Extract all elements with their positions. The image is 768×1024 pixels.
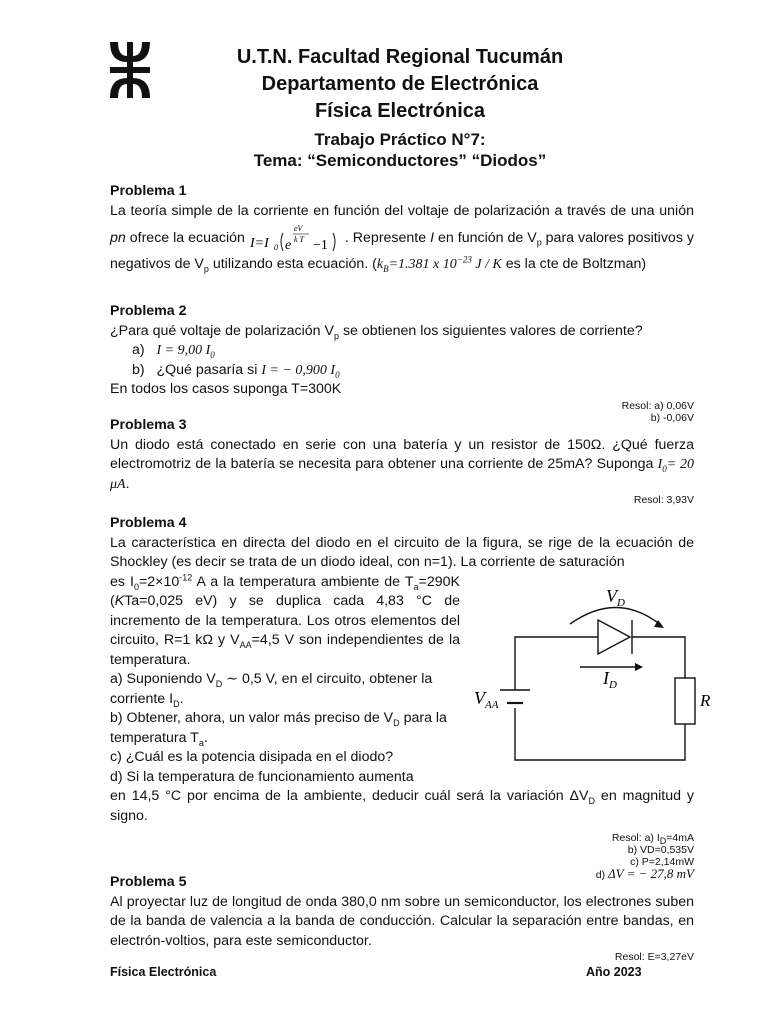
- problem-4-intro: La característica en directa del diodo en el circuito de la figura, se rige de la ecuación de Shockley (es decir se trata de un diodo ideal, con n=1). La corriente de saturación: [110, 534, 694, 570]
- svg-text:eV: eV: [293, 224, 303, 233]
- problem-1-text: La teoría simple de la corriente en función del voltaje de polarización a través de una unión pn ofrece la ecuación I=I 0 e eV k T −1 . Represente I en función de $V_p$ para valores positivos y negativos de $V_p$ utilizando esta ecuación. ($k_B=1.381$ x $10^{-23}$ J / K es la cte de Boltzman): [110, 202, 694, 274]
- label-vaa: $V_{AA}$: [474, 688, 499, 711]
- svg-text:I=I: I=I: [249, 236, 269, 251]
- problem-1-title: Problema 1: [110, 183, 187, 199]
- svg-text:0: 0: [273, 243, 278, 252]
- header-topic: Tema: “Semiconductores” “Diodos”: [253, 151, 547, 170]
- footer-course: Física Electrónica: [110, 965, 217, 979]
- header-course: Física Electrónica: [314, 100, 486, 122]
- problem-2-item-b: b) ¿Qué pasaría si I = − 0,900 $I_0$: [132, 361, 340, 380]
- problem-4-item-c: c) ¿Cuál es la potencia disipada en el diodo?: [110, 749, 394, 765]
- problem-2-note: En todos los casos suponga T=300K: [110, 381, 342, 397]
- problem-5: [110, 873, 694, 963]
- problem-3-text: Un diodo está conectado en serie con una batería y un resistor de 150Ω. ¿Qué fuerza electromotriz de la batería se necesita para obtener una corriente de 25mA? Suponga $I_0= 20$ μA.: [110, 436, 694, 492]
- svg-text:−1: −1: [312, 238, 328, 253]
- utn-logo-icon: [110, 42, 150, 98]
- boltzmann-constant: $k_B=1.381$ x $10^{-23}$ J / K: [376, 254, 502, 274]
- problem-2-item-a: a) I = 9,00 $I_0$: [132, 342, 215, 360]
- problem-1: [110, 182, 694, 275]
- problem-4-answer-d: d) ΔV = − 27,8 mV: [595, 866, 694, 881]
- problem-2-answer-a: Resol: a) 0,06V: [621, 399, 694, 412]
- problem-3-answer: Resol: 3,93V: [633, 494, 694, 506]
- problem-3-title: Problema 3: [110, 417, 187, 433]
- problem-2-answer-b: b) -0,06V: [650, 411, 694, 424]
- label-id: $I_D$: [603, 668, 617, 691]
- problem-4-item-d-cont: en 14,5 °C por encima de la ambiente, deducir cuál será la variación $\Delta V_D$ en magnitud y signo.: [110, 788, 695, 824]
- problem-5-title: Problema 5: [110, 874, 187, 890]
- problem-4-item-d: d) Si la temperatura de funcionamiento aumenta: [110, 768, 414, 785]
- problem-4-conditions: es $I_0=2\times 10^{-12}$ A a la temperatura ambiente de $T_a=290K$ (KTa=0,025 eV) y se duplica cada 4,83 °C de incremento de la temperatura. Los otros elementos del circuito, R=1 kΩ y $V_{AA}=4,5$ V son independientes de la temperatura.: [110, 571, 460, 668]
- label-r: R: [700, 691, 711, 710]
- label-vd: $V_D$: [606, 586, 625, 609]
- svg-text:k T: k T: [293, 235, 304, 244]
- problem-4-item-b: b) Obtener, ahora, un valor más preciso de $V_D$ para la temperatura $T_a$.: [110, 710, 447, 748]
- problem-2-title: Problema 2: [110, 303, 187, 319]
- header-institution: U.T.N. Facultad Regional Tucumán: [236, 46, 564, 68]
- problem-5-answer: Resol: E=3,27eV: [614, 951, 694, 963]
- problem-4-title: Problema 4: [110, 515, 187, 531]
- footer-year: Año 2023: [586, 965, 642, 979]
- current-arrow-icon: [635, 663, 643, 671]
- problem-2-text: ¿Para qué voltaje de polarización $V_p$ se obtienen los siguientes valores de corriente?: [110, 322, 643, 341]
- header-department: Departamento de Electrónica: [261, 73, 539, 95]
- problem-3: [110, 416, 694, 506]
- problem-4-answer-b: b) VD=0,535V: [627, 844, 694, 856]
- problem-4-item-a: a) Suponiendo $V_D$ ∼ 0,5 V, en el circuito, obtener la corriente $I_D$.: [110, 671, 433, 709]
- diode-equation: [249, 221, 345, 255]
- problem-4-answer-a: Resol: a) $I_D=4mA$: [611, 832, 694, 847]
- diode-circuit-diagram: [470, 580, 720, 770]
- problem-2: [110, 302, 694, 424]
- header-assignment: Trabajo Práctico N°7:: [314, 130, 486, 149]
- svg-text:e: e: [284, 238, 292, 253]
- problem-4-answer-c: c) P=2,14mW: [630, 856, 694, 868]
- problem-5-text: Al proyectar luz de longitud de onda 380,0 nm sobre un semiconductor, los electrones suben de la banda de valencia a la banda de conducción. Calcular la separación entre bandas, en electrón-voltios, para este semiconductor.: [110, 893, 694, 949]
